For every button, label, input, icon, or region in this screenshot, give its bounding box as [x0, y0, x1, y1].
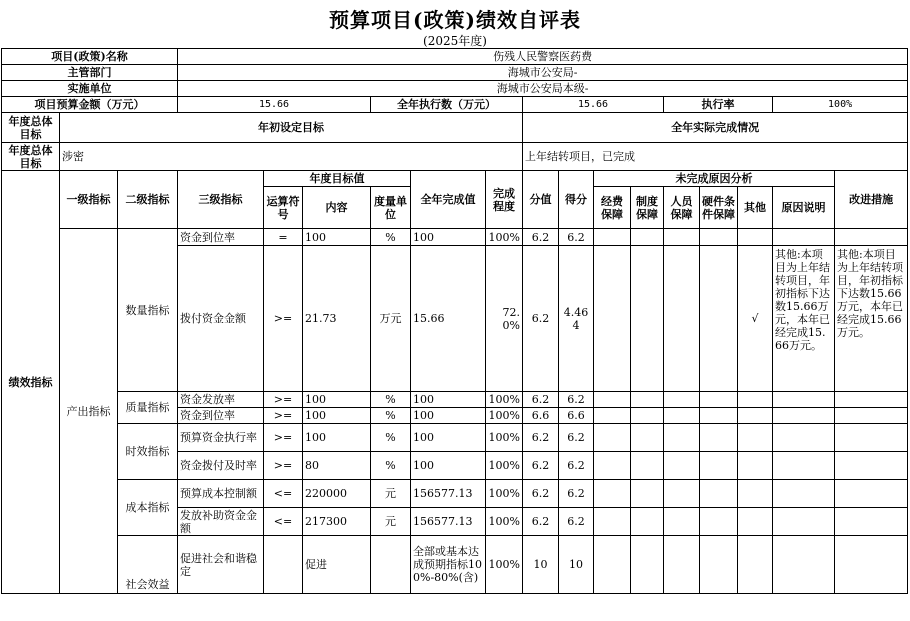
row-op: =: [264, 229, 303, 246]
row-degree: 100%: [486, 536, 523, 594]
group-output: 产出指标: [60, 229, 118, 594]
score-header: 得分: [559, 171, 594, 229]
row-degree: 100%: [486, 452, 523, 480]
row-unit: %: [371, 452, 411, 480]
row-done: 156577.13: [411, 508, 486, 536]
row-other-check: √: [738, 246, 773, 392]
row-done: 100: [411, 408, 486, 424]
group-qty: 数量指标: [118, 229, 178, 392]
row-score: 10: [559, 536, 594, 594]
row-score: 6.2: [559, 480, 594, 508]
r-staff-header: 人员保障: [664, 187, 700, 229]
row-base: 6.2: [523, 452, 559, 480]
row-name: 预算成本控制额: [178, 480, 264, 508]
project-name-value: 伤残人民警察医药费: [178, 49, 908, 65]
row-op: >=: [264, 246, 303, 392]
row-unit: 元: [371, 480, 411, 508]
row-name: 发放补助资金金额: [178, 508, 264, 536]
r-fund-header: 经费保障: [594, 187, 631, 229]
row-op: >=: [264, 392, 303, 408]
row-name: 资金拨付及时率: [178, 452, 264, 480]
table-row: [2, 536, 908, 594]
table-row: [2, 424, 908, 452]
row-degree: 100%: [486, 508, 523, 536]
info-row-impl: [2, 81, 908, 97]
table-row: [2, 229, 908, 246]
row-degree: 72.0%: [486, 246, 523, 392]
group-time: 时效指标: [118, 424, 178, 480]
evaluation-table: [1, 48, 908, 594]
row-content: 80: [303, 452, 371, 480]
row-content: 100: [303, 229, 371, 246]
goals-content-row: [2, 143, 908, 171]
table-row: [2, 480, 908, 508]
row-done: 100: [411, 424, 486, 452]
row-base: 6.2: [523, 229, 559, 246]
row-base: 10: [523, 536, 559, 594]
overall-label: 年度总体目标: [2, 113, 60, 143]
r-other-header: 其他: [738, 187, 773, 229]
lvl2-header: 二级指标: [118, 171, 178, 229]
row-content: 100: [303, 408, 371, 424]
project-name-label: 项目(政策)名称: [2, 49, 178, 65]
header-row-1: [2, 171, 908, 187]
impl-label: 实施单位: [2, 81, 178, 97]
page-title: 预算项目(政策)绩效自评表: [329, 8, 581, 32]
info-row-project: [2, 49, 908, 65]
lvl1-header: 一级指标: [60, 171, 118, 229]
row-base: 6.6: [523, 408, 559, 424]
r-sys-header: 制度保障: [631, 187, 664, 229]
row-score: 6.2: [559, 424, 594, 452]
r-desc-header: 原因说明: [773, 187, 835, 229]
row-unit: %: [371, 424, 411, 452]
row-score: 6.2: [559, 508, 594, 536]
row-name: 资金发放率: [178, 392, 264, 408]
row-name: 预算资金执行率: [178, 424, 264, 452]
row-improve: 其他:本项目为上年结转项目，年初指标下达数15.66万元，本年已经完成15.66万元。: [835, 246, 908, 392]
row-done: 156577.13: [411, 480, 486, 508]
row-score: 6.2: [559, 229, 594, 246]
row-done: 全部或基本达成预期指标100%-80%(含): [411, 536, 486, 594]
row-score: 4.464: [559, 246, 594, 392]
row-degree: 100%: [486, 424, 523, 452]
dept-label: 主管部门: [2, 65, 178, 81]
row-content: 217300: [303, 508, 371, 536]
row-degree: 100%: [486, 229, 523, 246]
row-base: 6.2: [523, 392, 559, 408]
target-header: 年度目标值: [264, 171, 411, 187]
reason-group-header: 未完成原因分析: [594, 171, 835, 187]
actual-goal-text: 上年结转项目，已完成: [523, 143, 908, 171]
page-subtitle: (2025年度): [423, 34, 487, 48]
row-name: 资金到位率: [178, 408, 264, 424]
row-done: 100: [411, 229, 486, 246]
row-content: 100: [303, 424, 371, 452]
row-base: 6.2: [523, 424, 559, 452]
exec-value: 15.66: [523, 97, 664, 113]
row-name: 促进社会和谐稳定: [178, 536, 264, 594]
row-name: 拨付资金金额: [178, 246, 264, 392]
group-qual: 质量指标: [118, 392, 178, 424]
row-base: 6.2: [523, 246, 559, 392]
group-social: 社会效益: [118, 536, 178, 594]
row-op: >=: [264, 408, 303, 424]
row-done: 100: [411, 392, 486, 408]
row-content: 21.73: [303, 246, 371, 392]
exec-label: 全年执行数（万元）: [371, 97, 523, 113]
done-header: 全年完成值: [411, 171, 486, 229]
info-row-budget: [2, 97, 908, 113]
row-content: 100: [303, 392, 371, 408]
row-degree: 100%: [486, 480, 523, 508]
row-name: 资金到位率: [178, 229, 264, 246]
goals-header-row: [2, 113, 908, 143]
content-header: 内容: [303, 187, 371, 229]
row-reason: 其他:本项目为上年结转项目，年初指标下达数15.66万元，本年已经完成15.66万元。: [773, 246, 835, 392]
row-unit: %: [371, 408, 411, 424]
unit-header: 度量单位: [371, 187, 411, 229]
row-done: 15.66: [411, 246, 486, 392]
rate-value: 100%: [773, 97, 908, 113]
info-row-dept: [2, 65, 908, 81]
initial-goal-text: 涉密: [60, 143, 523, 171]
row-score: 6.6: [559, 408, 594, 424]
row-op: <=: [264, 508, 303, 536]
row-op: <=: [264, 480, 303, 508]
row-degree: 100%: [486, 408, 523, 424]
row-op: >=: [264, 452, 303, 480]
table-row: [2, 392, 908, 408]
budget-value: 15.66: [178, 97, 371, 113]
row-done: 100: [411, 452, 486, 480]
degree-header: 完成程度: [486, 171, 523, 229]
row-unit: %: [371, 229, 411, 246]
row-score: 6.2: [559, 452, 594, 480]
row-content: 220000: [303, 480, 371, 508]
rate-label: 执行率: [664, 97, 773, 113]
initial-goal-label: 年初设定目标: [60, 113, 523, 143]
op-header: 运算符号: [264, 187, 303, 229]
row-base: 6.2: [523, 508, 559, 536]
row-op: >=: [264, 424, 303, 452]
perf-indicator-label: 绩效指标: [2, 171, 60, 594]
row-unit: %: [371, 392, 411, 408]
score-base-header: 分值: [523, 171, 559, 229]
row-base: 6.2: [523, 480, 559, 508]
row-op: [264, 536, 303, 594]
dept-value: 海城市公安局-: [178, 65, 908, 81]
actual-goal-label: 全年实际完成情况: [523, 113, 908, 143]
row-unit: 万元: [371, 246, 411, 392]
budget-label: 项目预算金额（万元）: [2, 97, 178, 113]
group-cost: 成本指标: [118, 480, 178, 536]
row-unit: [371, 536, 411, 594]
impl-value: 海城市公安局本级-: [178, 81, 908, 97]
row-score: 6.2: [559, 392, 594, 408]
improve-header: 改进措施: [835, 171, 908, 229]
row-unit: 元: [371, 508, 411, 536]
row-degree: 100%: [486, 392, 523, 408]
r-hw-header: 硬件条件保障: [700, 187, 738, 229]
row-content: 促进: [303, 536, 371, 594]
lvl3-header: 三级指标: [178, 171, 264, 229]
overall-label-2: 年度总体目标: [2, 143, 60, 171]
